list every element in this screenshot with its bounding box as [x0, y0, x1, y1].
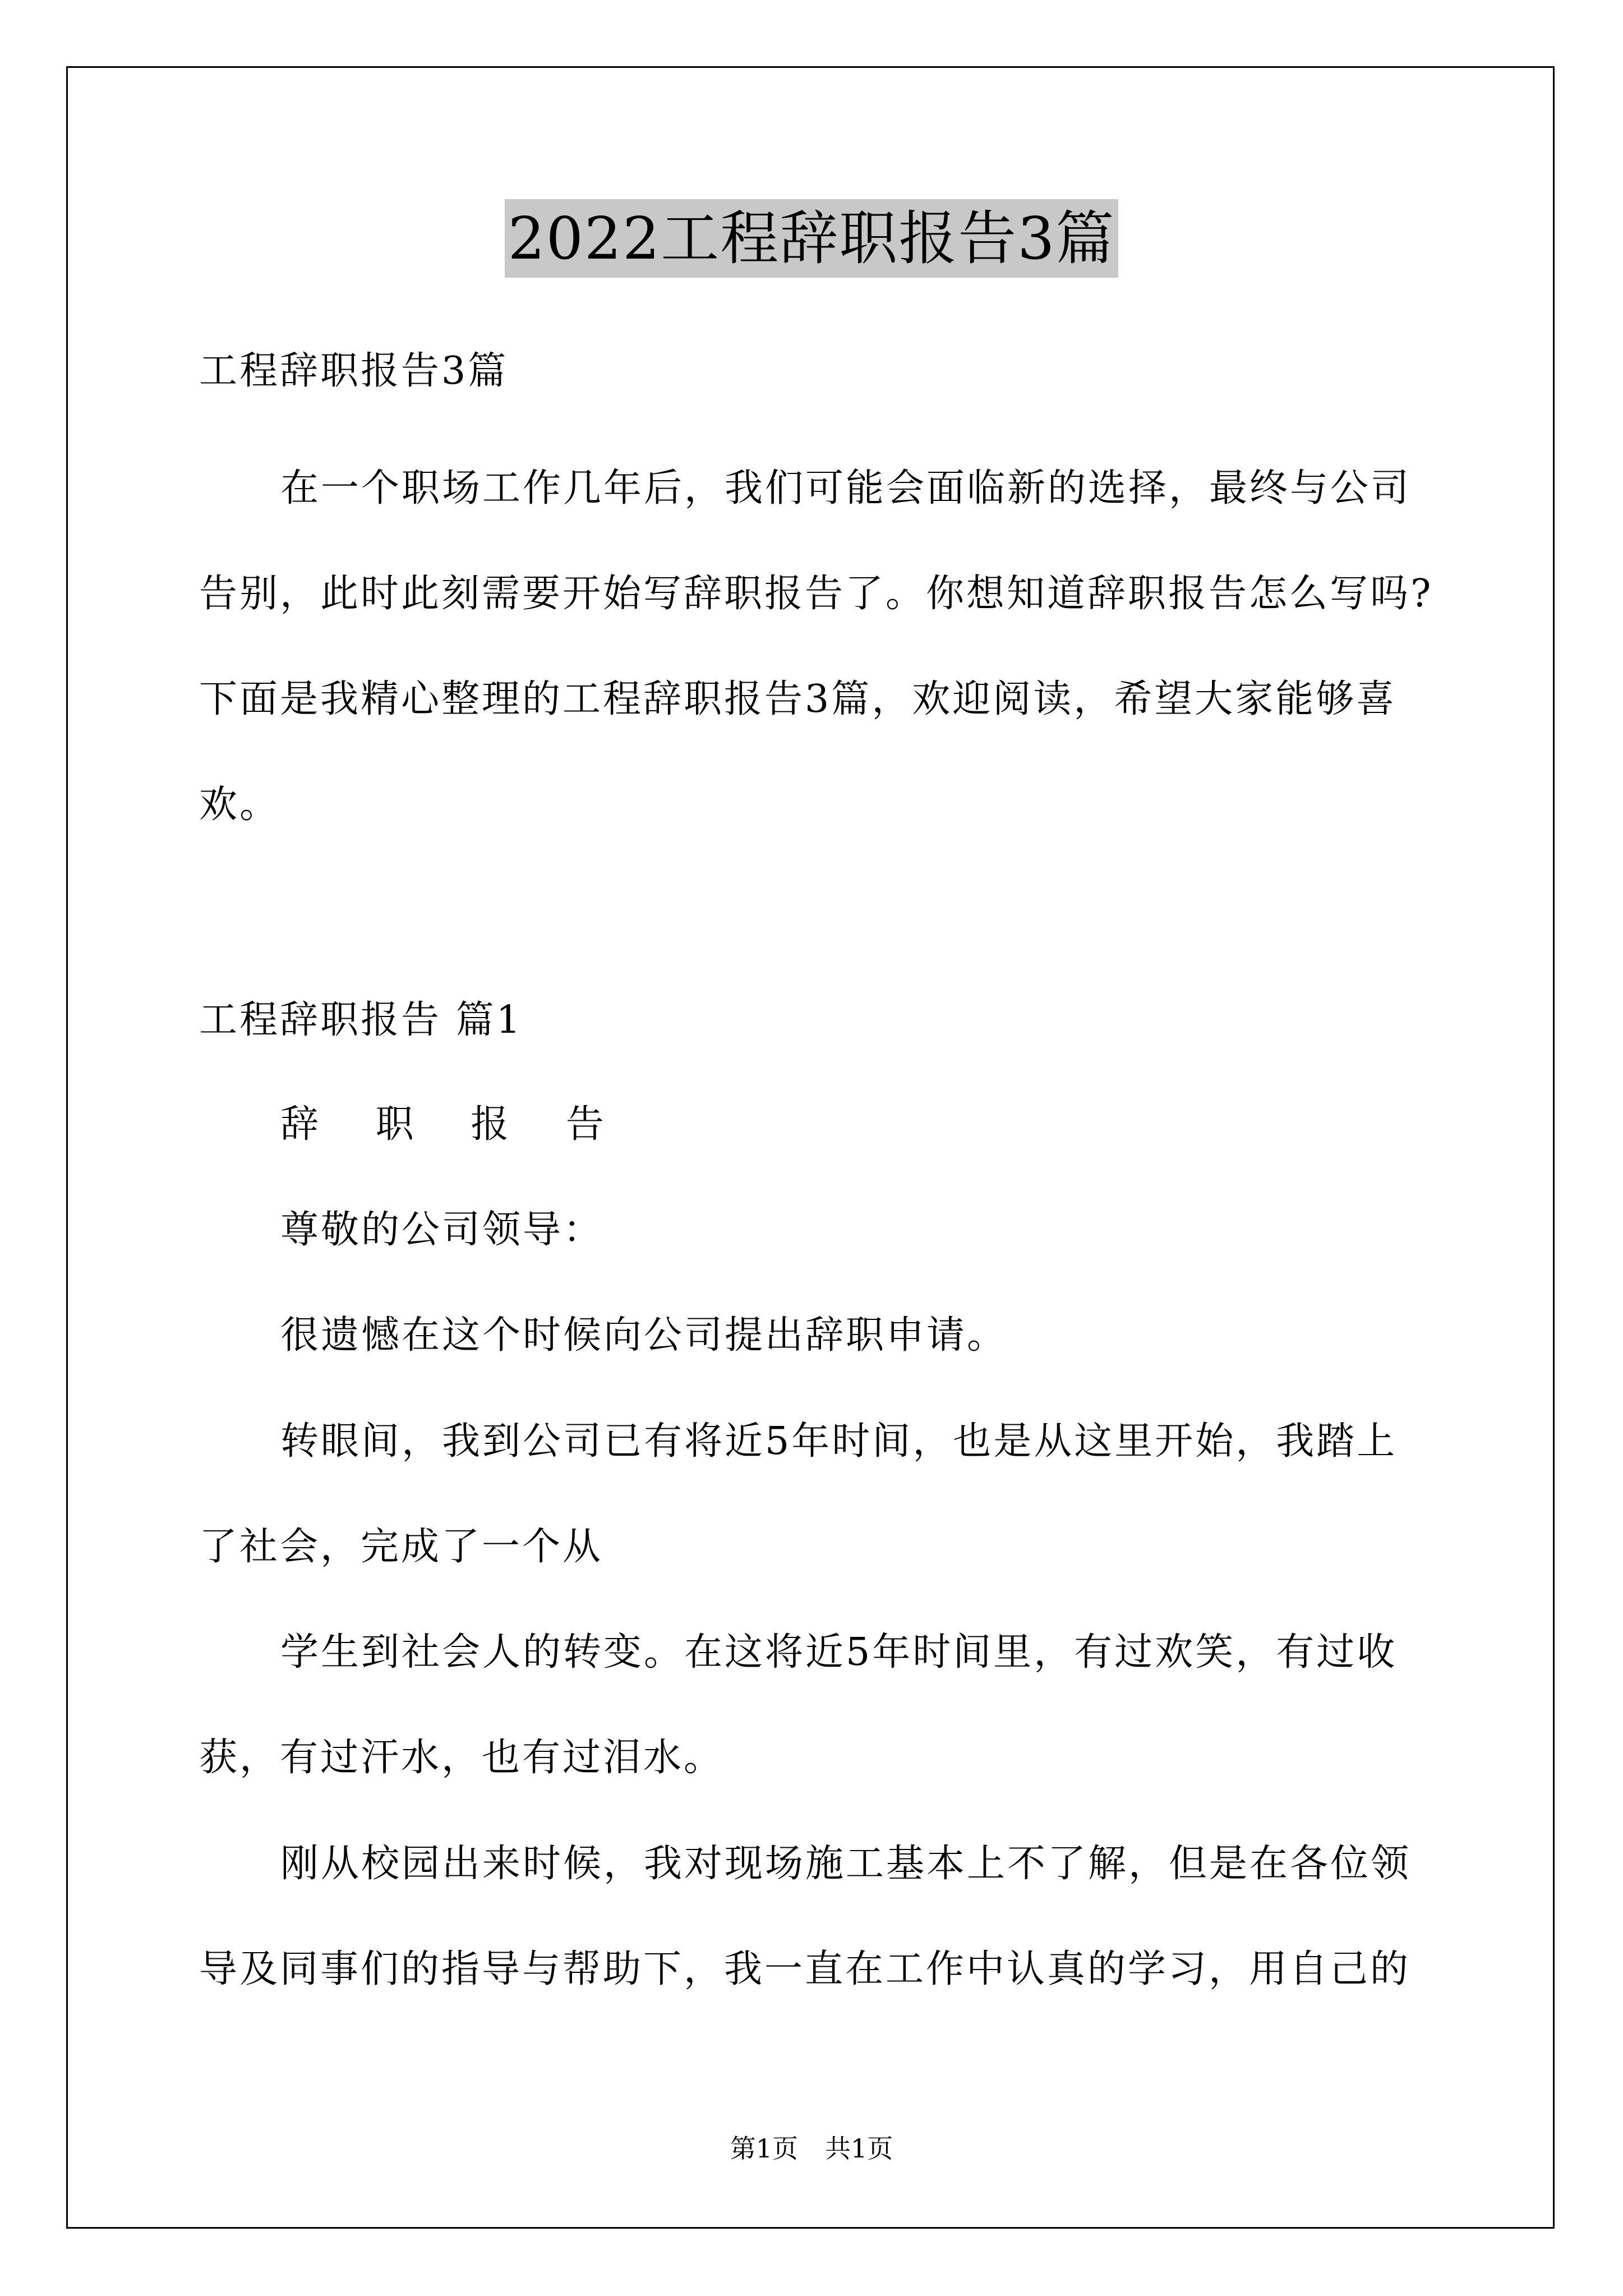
- title-container: [0, 199, 1623, 278]
- intro-line: 欢。: [199, 783, 280, 827]
- page-footer: [0, 2132, 1623, 2165]
- section-heading: 工程辞职报告 篇1: [199, 998, 523, 1042]
- document-subtitle: 工程辞职报告3篇: [199, 349, 509, 393]
- letter-title: 辞 职 报 告: [280, 1102, 626, 1147]
- body-line: 获，有过汗水，也有过泪水。: [199, 1736, 725, 1780]
- body-line: 转眼间，我到公司已有将近5年时间，也是从这里开始，我踏上: [280, 1419, 1398, 1464]
- body-line: 了社会，完成了一个从: [199, 1525, 603, 1569]
- intro-line: 在一个职场工作几年后，我们可能会面临新的选择，最终与公司: [280, 466, 1412, 510]
- body-line: 很遗憾在这个时候向公司提出辞职申请。: [280, 1313, 1008, 1358]
- body-line: 学生到社会人的转变。在这将近5年时间里，有过欢笑，有过收: [280, 1630, 1398, 1674]
- intro-line: 告别，此时此刻需要开始写辞职报告了。你想知道辞职报告怎么写吗?: [199, 572, 1433, 616]
- body-line: 导及同事们的指导与帮助下，我一直在工作中认真的学习，用自己的: [199, 1947, 1411, 1991]
- intro-line: 下面是我精心整理的工程辞职报告3篇，欢迎阅读，希望大家能够喜: [199, 677, 1397, 721]
- body-line: 刚从校园出来时候，我对现场施工基本上不了解，但是在各位领: [280, 1842, 1412, 1886]
- salutation: 尊敬的公司领导：: [280, 1208, 604, 1252]
- document-title: 2022工程辞职报告3篇: [505, 199, 1119, 278]
- page-total: 共1页: [825, 2133, 893, 2164]
- page-number: 第1页: [730, 2133, 798, 2164]
